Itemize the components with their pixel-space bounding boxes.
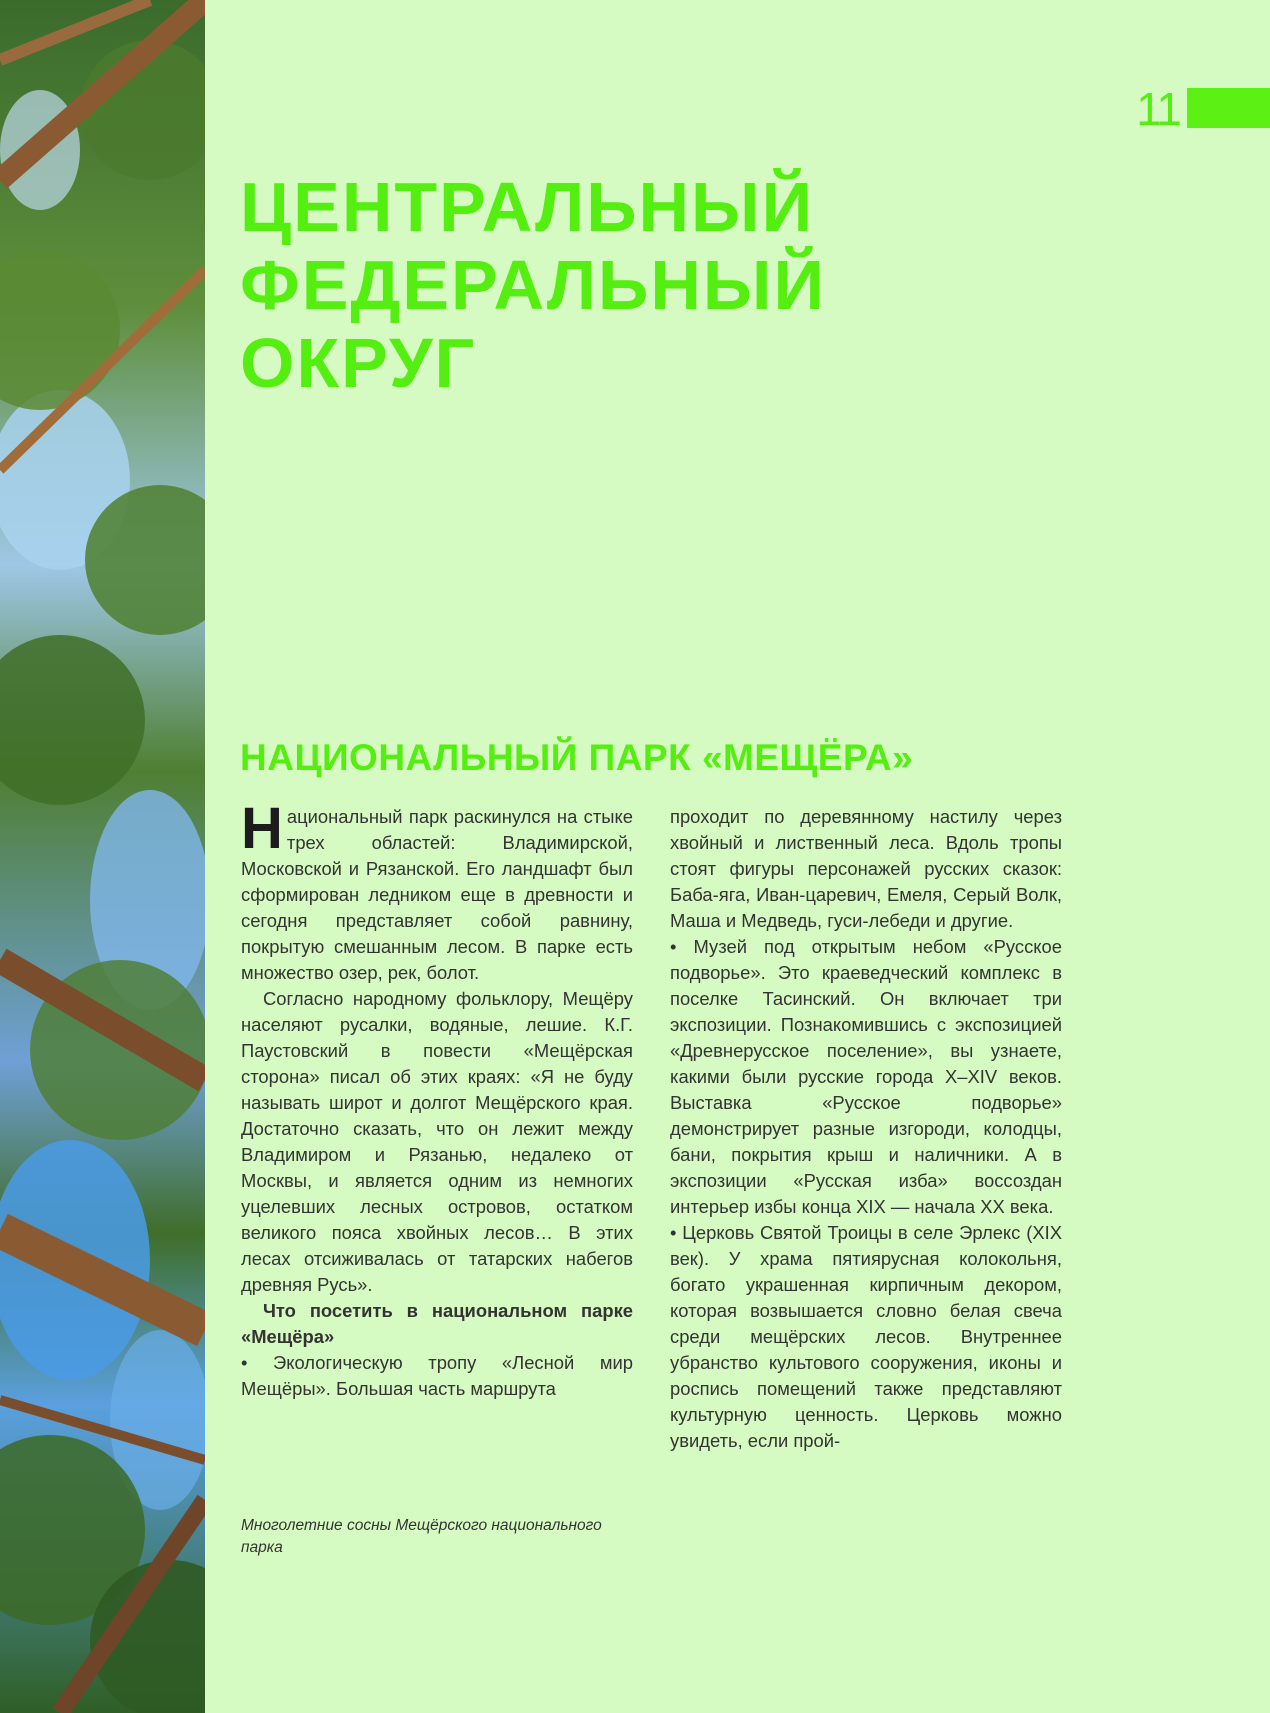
pine-trees-illustration bbox=[0, 0, 205, 1713]
photo-caption: Многолетние сосны Мещёрского национального парка bbox=[241, 1517, 602, 1556]
eco-trail-paragraph: • Экологическую тропу «Лесной мир Мещёры». Большая часть маршрута bbox=[241, 1352, 633, 1399]
page-number-tab bbox=[1187, 88, 1270, 128]
intro-text: ациональный парк раскинулся на стыке трех областей: Владимирской, Московской и Рязанской. Его ландшафт был сформирован ледником еще в древности и сегодня представляет собой равнину, покрытую смешанным лесом. В парке есть множество озер, рек, болот. bbox=[241, 806, 633, 983]
article-column-right bbox=[670, 804, 1062, 1454]
museum-paragraph: • Музей под открытым небом «Русское подворье». Это краеведческий комплекс в поселке Тасинский. Он включает три экспозиции. Познакомившись с экспозицией «Древнерусское поселение», вы узнаете, какими были русские города X–XIV веков. Выставка «Русское подворье» демонстрирует разные изгороди, колодцы, бани, покрытия крыш и наличники. А в экспозиции «Русская изба» воссоздан интерьер избы конца XIX — начала XX века. bbox=[670, 936, 1062, 1217]
church-paragraph: • Церковь Святой Троицы в селе Эрлекс (XIX век). У храма пятиярусная колокольня, богато украшенная кирпичным декором, которая возвышается словно белая свеча среди мещёрских лесов. Внутреннее убранство культового сооружения, иконы и роспись помещений также представляют культурную ценность. Церковь можно увидеть, если прой- bbox=[670, 1222, 1062, 1451]
section-title: НАЦИОНАЛЬНЫЙ ПАРК «МЕЩЁРА» bbox=[240, 737, 914, 778]
drop-cap: Н bbox=[241, 796, 283, 861]
forest-photo bbox=[0, 0, 205, 1713]
eco-trail-continuation: проходит по деревянному настилу через хвойный и лиственный леса. Вдоль тропы стоят фигуры персонажей русских сказок: Баба-яга, Иван-царевич, Емеля, Серый Волк, Маша и Медведь, гуси-лебеди и другие. bbox=[670, 806, 1062, 931]
chapter-title: ЦЕНТРАЛЬНЫЙ ФЕДЕРАЛЬНЫЙ ОКРУГ bbox=[240, 168, 826, 402]
folklore-paragraph: Согласно народному фольклору, Мещёру населяют русалки, водяные, лешие. К.Г. Паустовский в повести «Мещёрская сторона» писал об этих краях: «Я не буду называть широт и долгот Мещёрского края. Достаточно сказать, что он лежит между Владимиром и Рязанью, недалеко от Москвы, и является одним из немногих уцелевших лесных островов, остатком великого пояса хвойных лесов… В этих лесах отсиживалась от татарских набегов древняя Русь». bbox=[241, 988, 633, 1295]
article-column-left bbox=[241, 796, 633, 1402]
intro-paragraph bbox=[241, 796, 633, 986]
what-to-visit-heading: Что посетить в национальном парке «Мещёра» bbox=[241, 1300, 633, 1347]
page-number: 11 bbox=[1136, 83, 1180, 135]
